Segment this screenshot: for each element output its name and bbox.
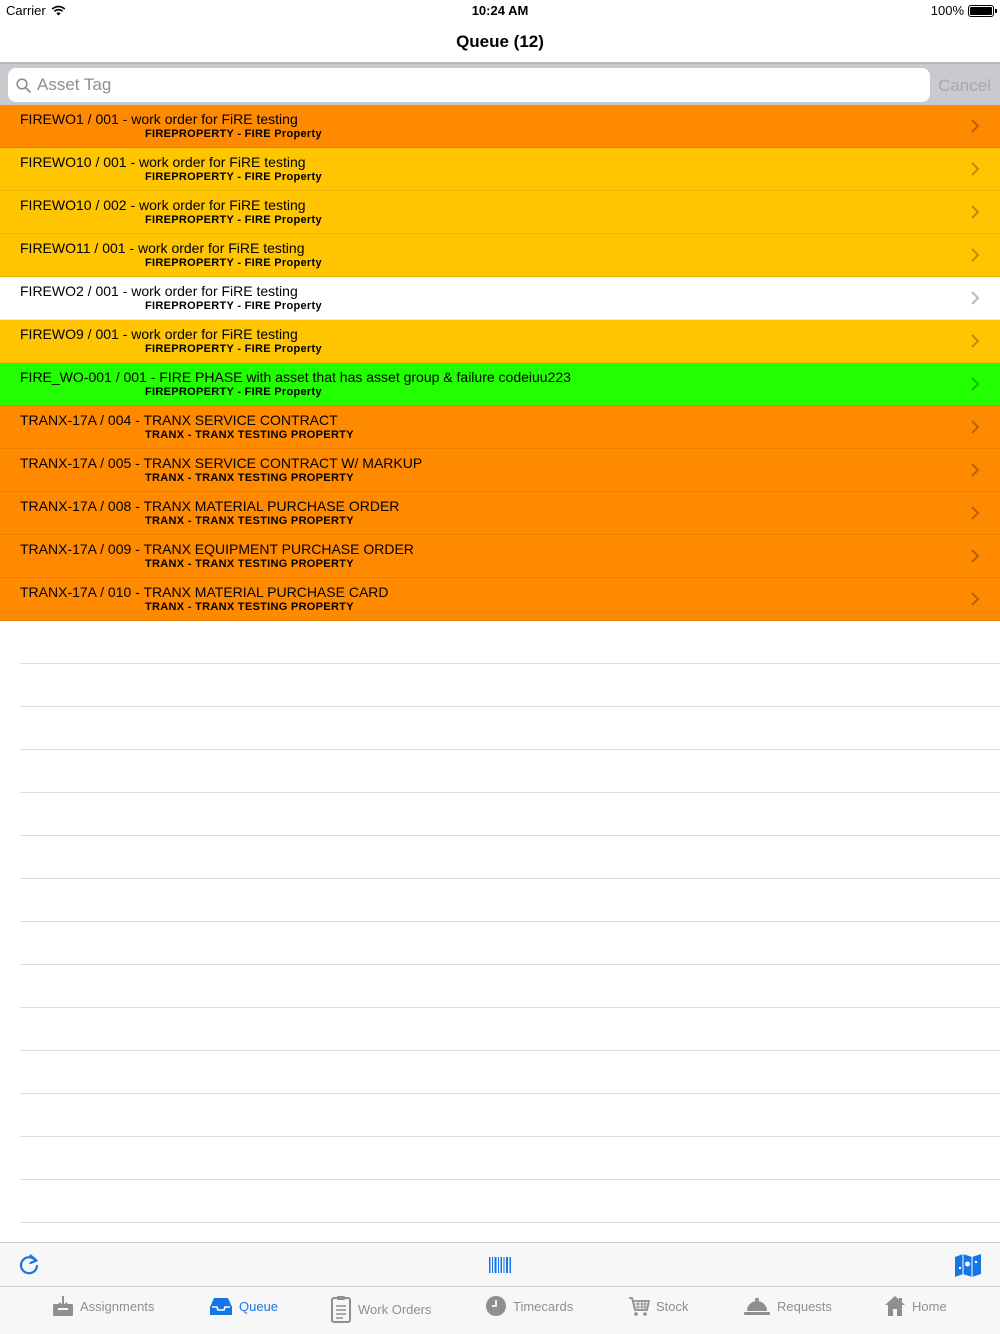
work-order-title: FIREWO1 / 001 - work order for FiRE testing: [20, 111, 298, 127]
navigation-bar: [0, 22, 1000, 62]
chevron-right-icon: [968, 290, 982, 306]
status-bar: [0, 0, 1000, 22]
cart-icon: [628, 1295, 650, 1317]
work-order-title: FIREWO9 / 001 - work order for FiRE testing: [20, 326, 298, 342]
chevron-right-icon: [968, 333, 982, 349]
tab-label: Assignments: [80, 1298, 155, 1314]
clock-time: 10:24 AM: [471, 3, 529, 18]
tab-label: Queue: [239, 1298, 279, 1314]
battery-group: [931, 3, 994, 18]
work-order-property: TRANX - TRANX TESTING PROPERTY: [145, 601, 354, 613]
work-order-row[interactable]: [0, 578, 1000, 621]
work-order-row[interactable]: [0, 277, 1000, 320]
empty-row: [20, 1180, 1000, 1223]
work-order-row[interactable]: [0, 148, 1000, 191]
work-order-row[interactable]: [0, 535, 1000, 578]
work-order-row[interactable]: [0, 320, 1000, 363]
clock-icon: [485, 1295, 507, 1317]
home-icon: [884, 1295, 906, 1317]
tab-home[interactable]: [884, 1295, 947, 1317]
work-order-title: FIREWO10 / 001 - work order for FiRE testing: [20, 154, 306, 170]
work-order-row[interactable]: [0, 191, 1000, 234]
work-order-title: TRANX-17A / 005 - TRANX SERVICE CONTRACT W/ MARKUP: [20, 455, 423, 471]
carrier-label: Carrier: [6, 3, 46, 18]
empty-rows: [0, 621, 1000, 1223]
work-order-property: FIREPROPERTY - FIRE Property: [145, 171, 322, 183]
work-order-title: FIREWO10 / 002 - work order for FiRE testing: [20, 197, 306, 213]
service-bell-icon: [743, 1295, 771, 1317]
battery-icon: [968, 5, 994, 17]
work-order-property: TRANX - TRANX TESTING PROPERTY: [145, 472, 354, 484]
empty-row: [20, 707, 1000, 750]
tab-label: Home: [912, 1298, 947, 1314]
barcode-scan-button[interactable]: [486, 1251, 514, 1279]
work-order-property: FIREPROPERTY - FIRE Property: [145, 128, 322, 140]
map-icon: [954, 1251, 982, 1279]
empty-row: [20, 965, 1000, 1008]
work-order-property: FIREPROPERTY - FIRE Property: [145, 386, 322, 398]
work-order-row[interactable]: [0, 492, 1000, 535]
tab-timecards[interactable]: [485, 1295, 573, 1317]
refresh-button[interactable]: [15, 1251, 43, 1279]
chevron-right-icon: [968, 118, 982, 134]
work-order-title: TRANX-17A / 008 - TRANX MATERIAL PURCHASE ORDER: [20, 498, 400, 514]
chevron-right-icon: [968, 419, 982, 435]
work-order-row[interactable]: [0, 449, 1000, 492]
work-order-row[interactable]: [0, 105, 1000, 148]
refresh-icon: [15, 1251, 43, 1279]
chevron-right-icon: [968, 591, 982, 607]
tab-assignments[interactable]: [52, 1295, 154, 1317]
empty-row: [20, 922, 1000, 965]
work-order-title: TRANX-17A / 004 - TRANX SERVICE CONTRACT: [20, 412, 338, 428]
work-order-list: [0, 105, 1000, 621]
work-order-property: FIREPROPERTY - FIRE Property: [145, 214, 322, 226]
chevron-right-icon: [968, 204, 982, 220]
work-order-row[interactable]: [0, 363, 1000, 406]
work-order-title: FIRE_WO-001 / 001 - FIRE PHASE with asset that has asset group & failure codeiuu223: [20, 369, 571, 385]
chevron-right-icon: [968, 462, 982, 478]
work-order-property: FIREPROPERTY - FIRE Property: [145, 257, 322, 269]
work-order-title: TRANX-17A / 009 - TRANX EQUIPMENT PURCHASE ORDER: [20, 541, 414, 557]
work-order-row[interactable]: [0, 406, 1000, 449]
work-order-property: FIREPROPERTY - FIRE Property: [145, 343, 322, 355]
work-order-title: TRANX-17A / 010 - TRANX MATERIAL PURCHASE CARD: [20, 584, 389, 600]
tab-label: Work Orders: [358, 1301, 432, 1317]
empty-row: [20, 879, 1000, 922]
tab-queue[interactable]: [209, 1295, 278, 1317]
barcode-icon: [486, 1251, 514, 1279]
chevron-right-icon: [968, 247, 982, 263]
inbox-download-icon: [52, 1295, 74, 1317]
tab-work-orders[interactable]: [330, 1295, 431, 1323]
tab-label: Stock: [656, 1298, 689, 1314]
empty-row: [20, 1051, 1000, 1094]
search-bar: [0, 62, 1000, 105]
empty-row: [20, 750, 1000, 793]
tab-requests[interactable]: [743, 1295, 832, 1317]
empty-row: [20, 836, 1000, 879]
page-title: Queue (12): [456, 32, 544, 51]
battery-percent: 100%: [930, 3, 964, 18]
work-order-property: FIREPROPERTY - FIRE Property: [145, 300, 322, 312]
work-order-property: TRANX - TRANX TESTING PROPERTY: [145, 429, 354, 441]
cancel-button[interactable]: Cancel: [938, 76, 991, 95]
search-icon: [16, 78, 31, 93]
clipboard-icon: [330, 1295, 352, 1323]
empty-row: [20, 793, 1000, 836]
empty-row: [20, 1008, 1000, 1051]
work-order-row[interactable]: [0, 234, 1000, 277]
tab-stock[interactable]: [628, 1295, 689, 1317]
work-order-title: FIREWO2 / 001 - work order for FiRE testing: [20, 283, 298, 299]
bottom-toolbar: [0, 1242, 1000, 1286]
tab-label: Timecards: [513, 1298, 574, 1314]
chevron-right-icon: [968, 505, 982, 521]
asset-tag-search-input[interactable]: [37, 75, 930, 95]
empty-row: [20, 621, 1000, 664]
empty-row: [20, 664, 1000, 707]
chevron-right-icon: [968, 161, 982, 177]
tab-bar: [0, 1286, 1000, 1334]
tab-label: Requests: [777, 1298, 832, 1314]
search-field[interactable]: [8, 68, 930, 102]
work-order-title: FIREWO11 / 001 - work order for FiRE testing: [20, 240, 305, 256]
work-order-property: TRANX - TRANX TESTING PROPERTY: [145, 558, 354, 570]
empty-row: [20, 1137, 1000, 1180]
chevron-right-icon: [968, 376, 982, 392]
work-order-property: TRANX - TRANX TESTING PROPERTY: [145, 515, 354, 527]
empty-row: [20, 1094, 1000, 1137]
tray-icon: [209, 1295, 233, 1317]
map-button[interactable]: [954, 1251, 982, 1279]
chevron-right-icon: [968, 548, 982, 564]
